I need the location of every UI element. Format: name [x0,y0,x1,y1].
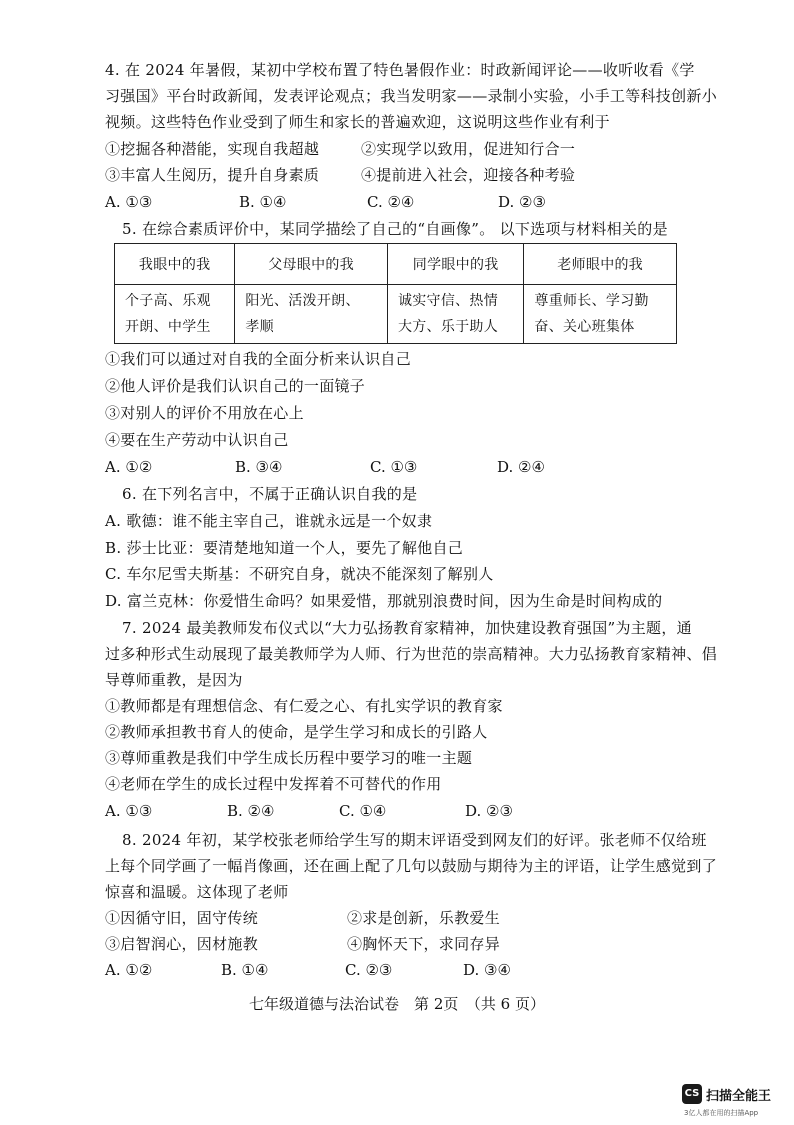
q4-option-c: C. ②④ [367,193,415,211]
q8-option-b: B. ①④ [221,961,269,979]
q7-statement-2: ②教师承担教书育人的使命，是学生学习和成长的引路人 [105,723,488,741]
q5-option-c: C. ①③ [370,458,418,476]
q7-option-c: C. ①④ [339,802,387,820]
q6-stem: 6. 在下列名言中，不属于正确认识自我的是 [122,485,418,503]
table-header: 老师眼中的我 [524,244,677,285]
self-portrait-table [114,243,677,344]
q7-option-b: B. ②④ [227,802,275,820]
table-row [115,285,677,344]
q7-statement-3: ③尊师重教是我们中学生成长历程中要学习的唯一主题 [105,749,473,767]
q8-option-c: C. ②③ [345,961,393,979]
table-header: 同学眼中的我 [387,244,523,285]
q8-option-d: D. ③④ [463,961,511,979]
q4-stem-line1: 4. 在 2024 年暑假，某初中学校布置了特色暑假作业：时政新闻评论——收听收看《学 [105,61,695,79]
table-cell [387,285,523,344]
q6-option-d: D. 富兰克林：你爱惜生命吗？如果爱惜，那就别浪费时间，因为生命是时间构成的 [105,592,663,610]
table-cell [115,285,235,344]
page-footer: 七年级道德与法治试卷 第 2页 （共 6 页） [249,995,545,1013]
watermark-tagline: 3亿人都在用的扫描App [684,1109,759,1117]
q4-stem-line2: 习强国》平台时政新闻，发表评论观点；我当发明家——录制小实验，小手工等科技创新小 [105,87,718,105]
cell-line: 诚实守信、热情 [397,293,499,309]
q5-statement-3: ③对别人的评价不用放在心上 [105,404,304,422]
q5-option-b: B. ③④ [235,458,283,476]
cell-line: 尊重师长、学习勤 [534,293,649,309]
q7-statement-1: ①教师都是有理想信念、有仁爱之心、有扎实学识的教育家 [105,697,503,715]
q4-statement-4: ④提前进入社会，迎接各种考验 [361,166,576,184]
cell-line: 阳光、活泼开朗、 [245,293,360,309]
cell-line: 大方、乐于助人 [397,319,499,335]
q4-statement-1: ①挖掘各种潜能，实现自我超越 [105,140,320,158]
q8-stem-line1: 8. 2024 年初，某学校张老师给学生写的期末评语受到网友们的好评。张老师不仅给班 [122,831,707,849]
q7-stem-line2: 过多种形式生动展现了最美教师学为人师、行为世范的崇高精神。大力弘扬教育家精神、倡 [105,645,718,663]
scanner-watermark [682,1084,792,1122]
q7-stem-line1: 7. 2024 最美教师发布仪式以“大力弘扬教育家精神，加快建设教育强国”为主题，通 [122,619,692,637]
table-header-row [115,244,677,285]
q7-option-d: D. ②③ [465,802,513,820]
table-cell [235,285,388,344]
cell-line: 奋、关心班集体 [534,319,635,335]
cell-line: 孝顺 [245,319,274,335]
q6-option-b: B. 莎士比亚：要清楚地知道一个人，要先了解他自己 [105,539,464,557]
q8-statement-4: ④胸怀天下，求同存异 [347,935,501,953]
q8-statement-1: ①因循守旧，固守传统 [105,909,259,927]
cs-logo-icon: CS [682,1084,702,1104]
q4-stem-line3: 视频。这些特色作业受到了师生和家长的普遍欢迎，这说明这些作业有利于 [105,113,610,131]
table-header: 我眼中的我 [115,244,235,285]
watermark-name: 扫描全能王 [706,1089,772,1104]
q5-option-a: A. ①② [105,458,153,476]
table-cell [524,285,677,344]
q5-statement-2: ②他人评价是我们认识自己的一面镜子 [105,377,366,395]
cell-line: 个子高、乐观 [125,293,211,309]
q5-option-d: D. ②④ [497,458,545,476]
q7-option-a: A. ①③ [105,802,153,820]
q7-statement-4: ④老师在学生的成长过程中发挥着不可替代的作用 [105,775,442,793]
q7-stem-line3: 导尊师重教，是因为 [105,671,243,689]
q5-statement-4: ④要在生产劳动中认识自己 [105,431,289,449]
q5-stem: 5. 在综合素质评价中，某同学描绘了自己的“自画像”。 以下选项与材料相关的是 [122,220,668,238]
q4-statement-3: ③丰富人生阅历，提升自身素质 [105,166,320,184]
q4-option-a: A. ①③ [105,193,153,211]
cell-line: 开朗、中学生 [125,319,211,335]
q4-option-b: B. ①④ [239,193,287,211]
q8-stem-line2: 上每个同学画了一幅肖像画，还在画上配了几句以鼓励与期待为主的评语，让学生感觉到了 [105,857,718,875]
q8-statement-2: ②求是创新，乐教爱生 [347,909,501,927]
q4-statement-2: ②实现学以致用，促进知行合一 [361,140,576,158]
table-header: 父母眼中的我 [235,244,388,285]
q8-stem-line3: 惊喜和温暖。这体现了老师 [105,883,289,901]
q8-statement-3: ③启智润心，因材施教 [105,935,259,953]
q8-option-a: A. ①② [105,961,153,979]
q6-option-c: C. 车尔尼雪夫斯基：不研究自身，就决不能深刻了解别人 [105,565,494,583]
q5-statement-1: ①我们可以通过对自我的全面分析来认识自己 [105,350,412,368]
q6-option-a: A. 歌德：谁不能主宰自己，谁就永远是一个奴隶 [105,512,433,530]
q4-option-d: D. ②③ [498,193,546,211]
